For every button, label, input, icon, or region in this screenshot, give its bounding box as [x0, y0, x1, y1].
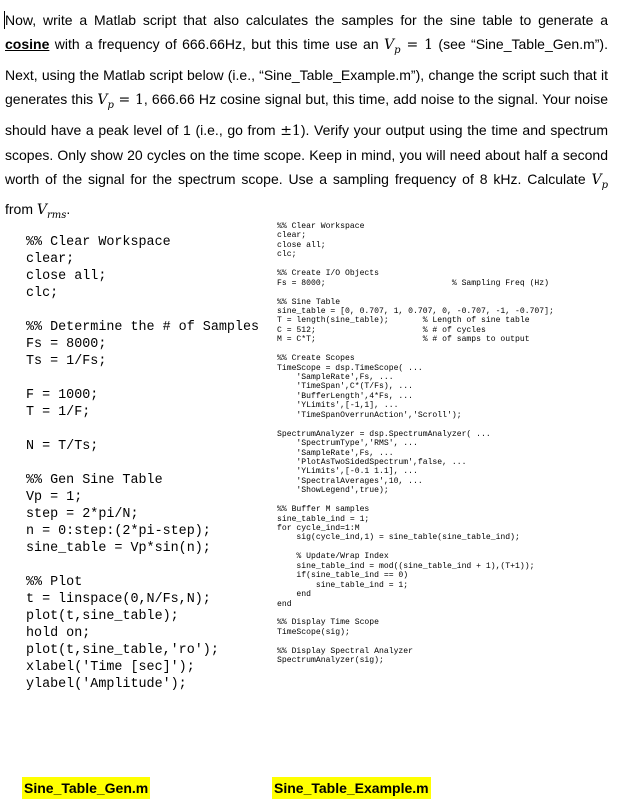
para-text: Now, write a Matlab script that also calculates the samples for the sine table to generate a — [5, 12, 608, 28]
math-sub-rms: rms — [47, 210, 67, 222]
code-line: for cycle_ind=1:M — [277, 524, 360, 533]
code-line: %% Plot — [26, 575, 83, 590]
code-line: xlabel('Time [sec]'); — [26, 660, 195, 675]
code-line: 'TimeSpan',C*(T/Fs), ... — [277, 382, 413, 392]
code-line: 'SpectrumType','RMS', ... — [277, 439, 418, 449]
code-line: if(sine_table_ind == 0) — [277, 571, 409, 581]
caption-sine-table-example: Sine_Table_Example.m — [272, 777, 431, 799]
code-line — [277, 420, 627, 429]
code-line — [26, 370, 266, 387]
code-line: step = 2*pi/N; — [26, 507, 139, 522]
para-text: (see “Sine_Table_Gen.m”). Next, using the Matlab script below (i.e., “Sine_Table_Example.m”), change the script such that it generates this — [5, 36, 608, 107]
math-sub-p: p — [107, 99, 114, 111]
sine-table-example-code — [277, 222, 627, 666]
para-text: from — [5, 201, 37, 218]
code-line: %% Clear Workspace — [26, 235, 171, 250]
code-line: clear; — [26, 252, 75, 267]
code-line: %% Display Time Scope — [277, 618, 379, 628]
math-v: V — [384, 37, 395, 53]
code-line: hold on; — [26, 626, 91, 641]
para-text: ). Verify your output using the time and spectrum scopes. Only show 20 cycles on the time scope. Keep in mind, you will need about half a second worth of the signal for the spectrum scope. Use a sampling frequency of 8 kHz. Calculate — [5, 121, 608, 187]
code-line: %% Buffer M samples — [277, 505, 370, 515]
math-sub-p: p — [394, 44, 401, 56]
code-line: %% Create I/O Objects — [277, 269, 379, 279]
code-line: %% Create Scopes — [277, 354, 355, 364]
code-line — [26, 421, 266, 438]
code-line: 'TimeSpanOverrunAction','Scroll'); — [277, 410, 462, 420]
code-line: TimeScope = dsp.TimeScope( ... — [277, 363, 423, 373]
code-line: %% Determine the # of Samples — [26, 320, 260, 335]
code-line — [277, 260, 627, 269]
code-line — [26, 302, 266, 319]
code-line: 'PlotAsTwoSidedSpectrum',false, ... — [277, 457, 467, 467]
code-line: ylabel('Amplitude'); — [26, 677, 187, 692]
code-line: sine_table_ind = 1; — [277, 580, 409, 590]
code-line — [277, 288, 627, 297]
code-line: 'SampleRate',Fs, ... — [277, 448, 394, 458]
code-line — [277, 609, 627, 618]
code-line — [277, 496, 627, 505]
code-line: 'YLimits',[-0.1 1.1], ... — [277, 467, 418, 477]
code-line: %% Display Spectral Analyzer — [277, 646, 413, 656]
code-line: C = 512; % # of cycles — [277, 325, 486, 335]
code-line: plot(t,sine_table); — [26, 609, 179, 624]
code-line: % Update/Wrap Index — [277, 552, 389, 562]
code-line: clc; — [26, 286, 59, 301]
caption-sine-table-gen: Sine_Table_Gen.m — [22, 777, 150, 799]
code-line: T = length(sine_table); % Length of sine table — [277, 316, 530, 326]
code-line: 'SampleRate',Fs, ... — [277, 373, 394, 382]
para-cosine-emphasis: cosine — [5, 36, 50, 52]
code-line: close all; — [277, 240, 326, 250]
code-line — [277, 543, 627, 552]
code-line: %% Sine Table — [277, 297, 341, 307]
code-line: Vp = 1; — [26, 490, 83, 505]
code-line: sine_table = Vp*sin(n); — [26, 541, 211, 556]
code-line: 'YLimits',[-1,1], ... — [277, 401, 399, 411]
code-line: close all; — [26, 269, 107, 284]
code-line: plot(t,sine_table,'ro'); — [26, 643, 219, 658]
code-line: 'ShowLegend',true); — [277, 486, 389, 496]
code-line: 'BufferLength',4*Fs, ... — [277, 391, 413, 401]
code-line: SpectrumAnalyzer = dsp.SpectrumAnalyzer( ... — [277, 429, 491, 439]
sine-table-gen-code — [26, 234, 266, 693]
code-line — [277, 345, 627, 354]
instructions-paragraph — [5, 8, 608, 228]
code-line: end — [277, 599, 292, 609]
code-line: 'SpectralAverages',10, ... — [277, 476, 423, 486]
code-line: clear; — [277, 231, 307, 241]
math-v: V — [36, 202, 48, 219]
code-line: M = C*T; % # of samps to output — [277, 335, 530, 345]
code-line: sine_table_ind = mod((sine_table_ind + 1),(T+1)); — [277, 561, 535, 571]
para-text: , 666.66 Hz cosine signal but, this time, add noise to the signal. Your noise should have a peak level of 1 (i.e., go from — [5, 90, 608, 138]
math-plusminus: ±1 — [280, 122, 301, 139]
math-v: V — [591, 171, 602, 188]
para-text: . — [66, 201, 71, 218]
code-line — [26, 455, 266, 472]
math-v: V — [97, 91, 108, 108]
code-line: Fs = 8000; % Sampling Freq (Hz) — [277, 278, 549, 288]
code-line: Fs = 8000; — [26, 337, 107, 352]
code-line: n = 0:step:(2*pi-step); — [26, 524, 211, 539]
code-line: T = 1/F; — [26, 405, 91, 420]
code-line: clc; — [277, 250, 297, 260]
code-line: sine_table = [0, 0.707, 1, 0.707, 0, -0.707, -1, -0.707]; — [277, 306, 554, 316]
code-line: end — [277, 590, 311, 600]
code-line: %% Clear Workspace — [277, 222, 365, 231]
para-text: with a frequency of 666.66Hz, but this time use an — [49, 36, 384, 52]
math-sub-p: p — [601, 179, 608, 191]
code-line: sig(cycle_ind,1) = sine_table(sine_table_ind); — [277, 533, 520, 543]
code-line: F = 1000; — [26, 388, 99, 403]
code-line: N = T/Ts; — [26, 439, 99, 454]
code-line: Ts = 1/Fs; — [26, 354, 107, 369]
code-line: sine_table_ind = 1; — [277, 514, 370, 524]
code-line: SpectrumAnalyzer(sig); — [277, 656, 384, 666]
math-eq: = 1 — [400, 37, 434, 53]
code-line: %% Gen Sine Table — [26, 473, 163, 488]
math-eq: = 1 — [113, 91, 144, 108]
code-line: TimeScope(sig); — [277, 627, 350, 637]
code-line: t = linspace(0,N/Fs,N); — [26, 592, 211, 607]
code-line — [26, 557, 266, 574]
code-line — [277, 637, 627, 646]
